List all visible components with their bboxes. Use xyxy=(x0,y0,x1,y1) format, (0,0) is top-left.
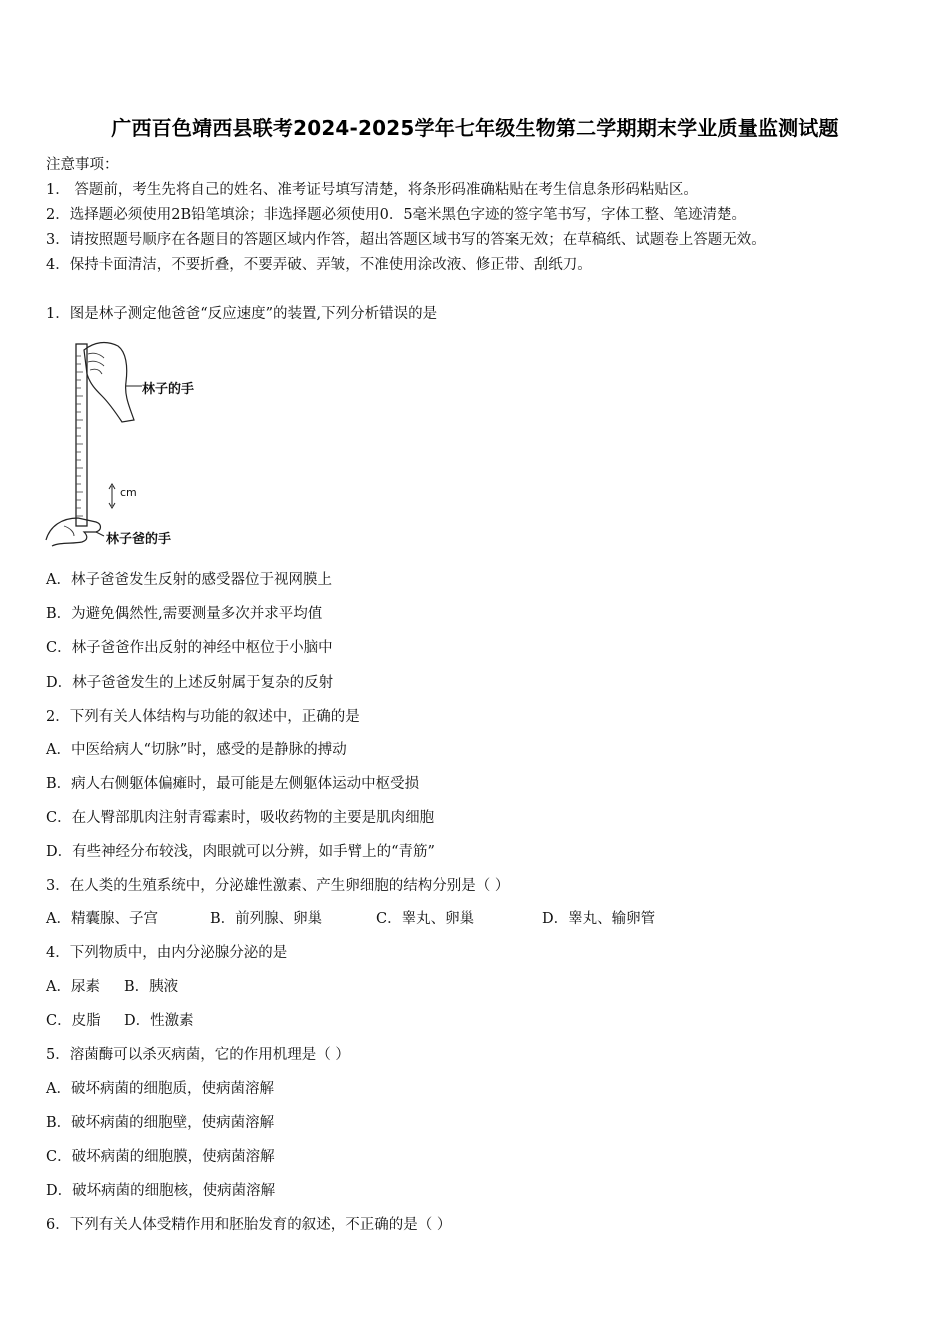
option: C．睾丸、卵巢 xyxy=(376,911,475,927)
figure-label-top: 林子的手 xyxy=(142,382,195,397)
option: A．精囊腺、子宫 xyxy=(46,911,158,927)
question-5-stem: 5．溶菌酶可以杀灭病菌，它的作用机理是（ ） xyxy=(46,1047,350,1063)
figure-unit-label: cm xyxy=(120,486,137,499)
figure-label-bottom: 林子爸的手 xyxy=(106,532,172,547)
option: A．中医给病人“切脉”时，感受的是静脉的搏动 xyxy=(46,742,347,758)
notice-item: 2．选择题必须使用2B铅笔填涂；非选择题必须使用0．5毫米黑色字迹的签字笔书写，字体工整、笔迹清楚。 xyxy=(46,207,747,223)
question-1-stem: 1．图是林子测定他爸爸“反应速度”的装置,下列分析错误的是 xyxy=(46,306,438,322)
question-4-options xyxy=(46,1009,194,1030)
question-4-stem: 4．下列物质中，由内分泌腺分泌的是 xyxy=(46,945,288,961)
option: A．尿素 xyxy=(46,979,100,995)
question-4-options xyxy=(46,975,178,996)
question-3-options xyxy=(46,907,655,928)
option: B．前列腺、卵巢 xyxy=(210,911,323,927)
page-title: 广西百色靖西县联考2024-2025学年七年级生物第二学期期末学业质量监测试题 xyxy=(111,116,839,140)
option: D．睾丸、输卵管 xyxy=(542,911,656,927)
option: D．林子爸爸发生的上述反射属于复杂的反射 xyxy=(46,675,334,691)
notice-item: 3．请按照题号顺序在各题目的答题区域内作答，超出答题区域书写的答案无效；在草稿纸、试题卷上答题无效。 xyxy=(46,232,766,248)
option: B．为避免偶然性,需要测量多次并求平均值 xyxy=(46,606,323,622)
option: D．破坏病菌的细胞核，使病菌溶解 xyxy=(46,1183,276,1199)
question-6-stem: 6．下列有关人体受精作用和胚胎发育的叙述，不正确的是（ ） xyxy=(46,1217,452,1233)
option: D．性激素 xyxy=(124,1013,194,1029)
option: D．有些神经分布较浅，肉眼就可以分辨，如手臂上的“青筋” xyxy=(46,844,435,860)
option: B．病人右侧躯体偏瘫时，最可能是左侧躯体运动中枢受损 xyxy=(46,776,420,792)
question-3-stem: 3．在人类的生殖系统中，分泌雄性激素、产生卵细胞的结构分别是（ ） xyxy=(46,878,510,894)
option: C．在人臀部肌肉注射青霉素时，吸收药物的主要是肌肉细胞 xyxy=(46,810,435,826)
option: B．破坏病菌的细胞壁，使病菌溶解 xyxy=(46,1115,275,1131)
option: A．破坏病菌的细胞质，使病菌溶解 xyxy=(46,1081,274,1097)
ruler-hand-illustration xyxy=(44,336,214,550)
notice-heading: 注意事项： xyxy=(46,157,119,173)
question-2-stem: 2．下列有关人体结构与功能的叙述中，正确的是 xyxy=(46,709,360,725)
option: C．皮脂 xyxy=(46,1013,101,1029)
option: B．胰液 xyxy=(124,979,179,995)
reaction-ruler-figure xyxy=(44,336,214,550)
option: C．林子爸爸作出反射的神经中枢位于小脑中 xyxy=(46,640,333,656)
option: C．破坏病菌的细胞膜，使病菌溶解 xyxy=(46,1149,275,1165)
option: A．林子爸爸发生反射的感受器位于视网膜上 xyxy=(46,572,332,588)
notice-item: 4．保持卡面清洁，不要折叠，不要弄破、弄皱，不准使用涂改液、修正带、刮纸刀。 xyxy=(46,257,592,273)
notice-item: 1． 答题前，考生先将自己的姓名、准考证号填写清楚，将条形码准确粘贴在考生信息条形码粘贴区。 xyxy=(46,182,698,198)
